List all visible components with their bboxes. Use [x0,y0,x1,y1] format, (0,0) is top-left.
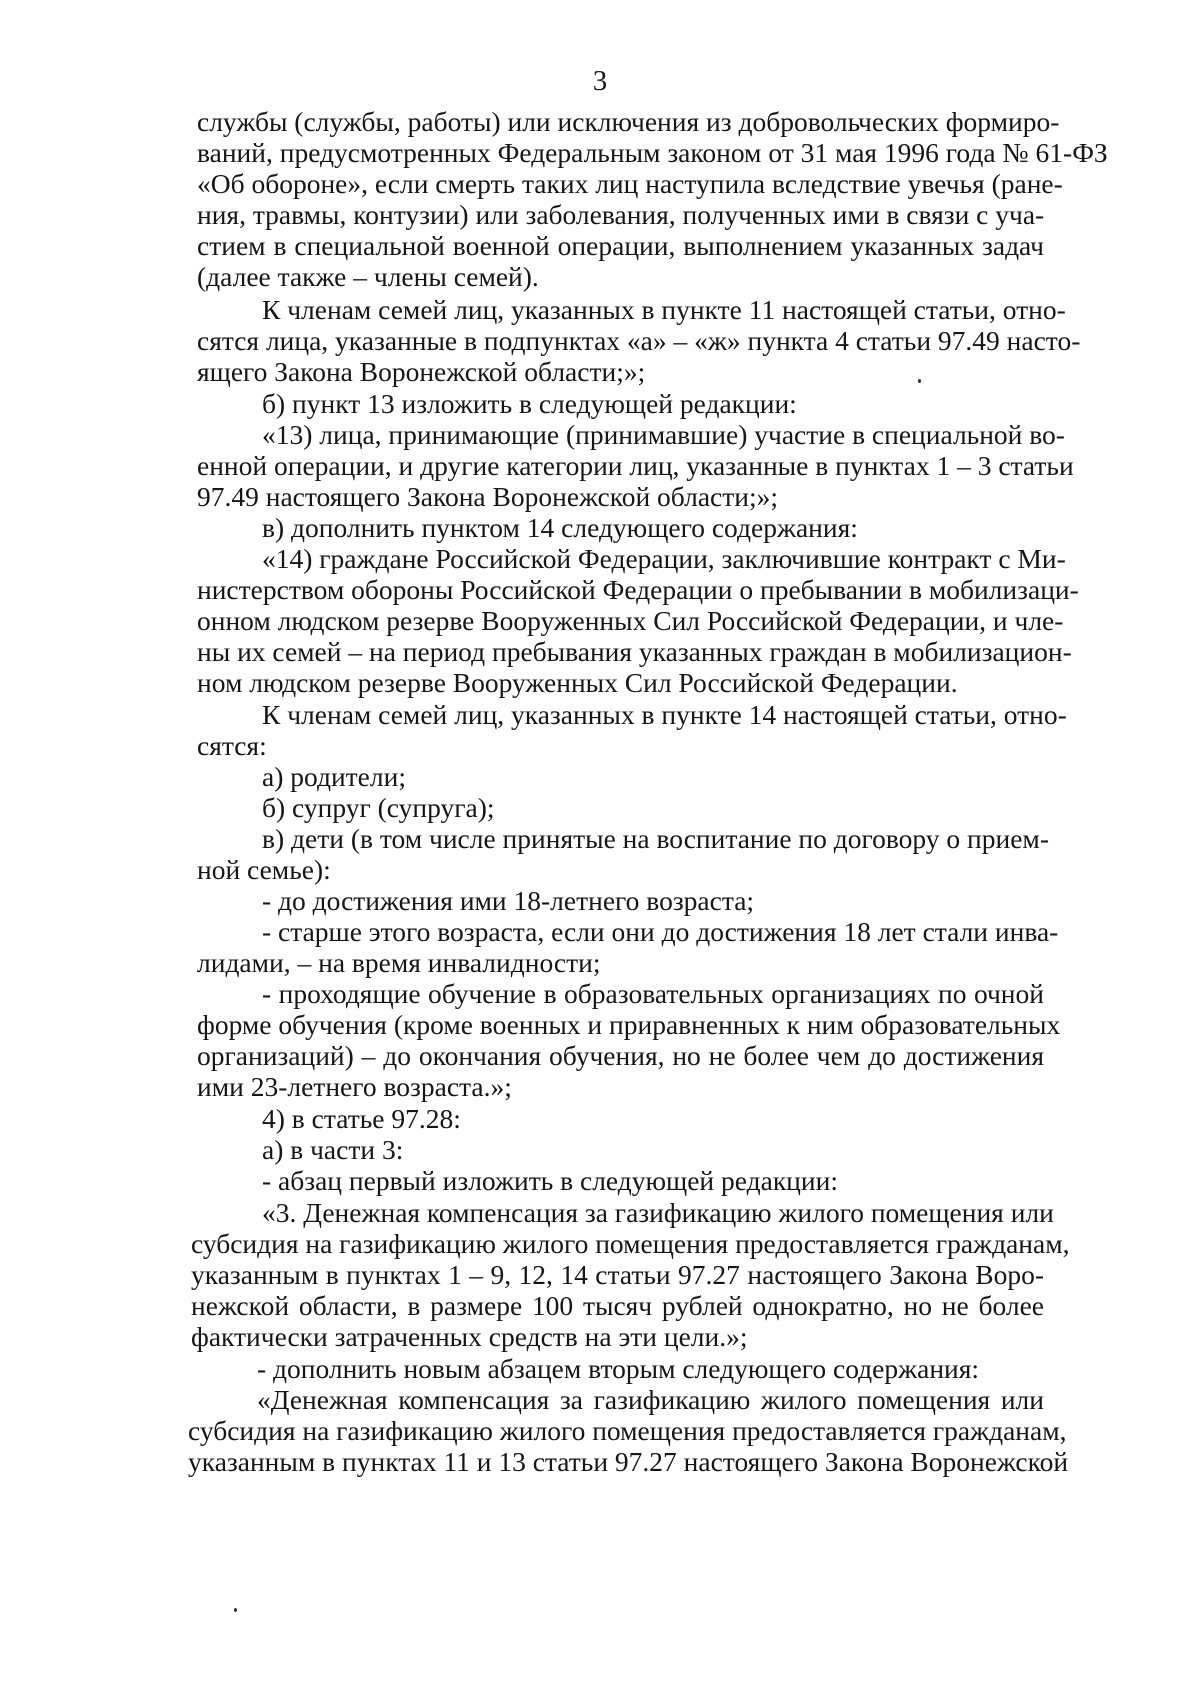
text-line: фактически затраченных средств на эти цели.»; [191,1321,748,1352]
text-line: субсидия на газификацию жилого помещения предоставляется гражданам, [191,1228,1070,1259]
text-line: «3. Денежная компенсация за газификацию жилого помещения или [262,1197,1054,1228]
text-line: ном людском резерве Вооруженных Сил Российской Федерации. [197,667,958,698]
text-line: - старше этого возраста, если они до достижения 18 лет стали инва- [262,916,1059,947]
text-line: онном людском резерве Вооруженных Сил Российской Федерации, и чле- [197,605,1064,636]
text-line: б) супруг (супруга); [262,792,495,823]
text-line: «Об обороне», если смерть таких лиц наступила вследствие увечья (ране- [197,168,1063,199]
text-line: организаций) – до окончания обучения, но не более чем до достижения [197,1040,1044,1071]
text-line: «14) граждане Российской Федерации, заключившие контракт с Ми- [262,543,1066,574]
text-line: в) дополнить пунктом 14 следующего содержания: [262,512,858,543]
text-line: (далее также – члены семей). [197,261,539,292]
text-line: - дополнить новым абзацем вторым следующего содержания: [257,1353,980,1384]
text-line: ны их семей – на период пребывания указанных граждан в мобилизацион- [197,636,1072,667]
text-line: а) родители; [262,761,406,792]
text-line: «13) лица, принимающие (принимавшие) участие в специальной во- [262,419,1065,450]
text-line: 4) в статье 97.28: [262,1103,461,1134]
text-line: - до достижения ими 18-летнего возраста; [262,885,755,916]
text-line: в) дети (в том числе принятые на воспитание по договору о прием- [262,823,1049,854]
text-line: б) пункт 13 изложить в следующей редакции: [262,388,797,419]
text-line: форме обучения (кроме военных и приравненных к ним образовательных [197,1009,1061,1040]
text-line: К членам семей лиц, указанных в пункте 11 настоящей статьи, отно- [262,294,1066,325]
text-line: 97.49 настоящего Закона Воронежской области;»; [197,481,778,512]
text-line: - абзац первый изложить в следующей редакции: [262,1165,838,1196]
text-line: службы (службы, работы) или исключения из добровольческих формиро- [197,106,1060,137]
text-line: лидами, – на время инвалидности; [197,947,601,978]
text-line: указанным в пунктах 11 и 13 статьи 97.27 настоящего Закона Воронежской [188,1446,1069,1477]
text-line: стием в специальной военной операции, выполнением указанных задач [197,230,1044,261]
text-line: К членам семей лиц, указанных в пункте 14 настоящей статьи, отно- [262,699,1067,730]
text-line: ной семье): [197,854,331,885]
text-line: нежской области, в размере 100 тысяч рублей однократно, но не более [191,1290,1044,1321]
scan-speck [234,1608,237,1612]
text-line: ими 23-летнего возраста.»; [197,1071,512,1102]
text-line: нистерством обороны Российской Федерации о пребывании в мобилизаци- [197,574,1079,605]
text-line: ящего Закона Воронежской области;»; [197,356,646,387]
scan-speck [918,379,921,383]
text-line: а) в части 3: [262,1134,404,1165]
text-line: сятся лица, указанные в подпунктах «а» – «ж» пункта 4 статьи 97.49 насто- [197,325,1081,356]
text-line: ваний, предусмотренных Федеральным законом от 31 мая 1996 года № 61-ФЗ [197,137,1108,168]
page-number: 3 [592,65,608,97]
text-line: «Денежная компенсация за газификацию жилого помещения или [257,1384,1044,1415]
text-line: енной операции, и другие категории лиц, указанные в пунктах 1 – 3 статьи [197,450,1074,481]
text-line: - проходящие обучение в образовательных организациях по очной [262,978,1044,1009]
text-line: указанным в пунктах 1 – 9, 12, 14 статьи 97.27 настоящего Закона Воро- [191,1259,1044,1290]
text-line: субсидия на газификацию жилого помещения предоставляется гражданам, [188,1415,1067,1446]
text-line: ния, травмы, контузии) или заболевания, полученных ими в связи с уча- [197,199,1045,230]
text-line: сятся: [197,730,267,761]
